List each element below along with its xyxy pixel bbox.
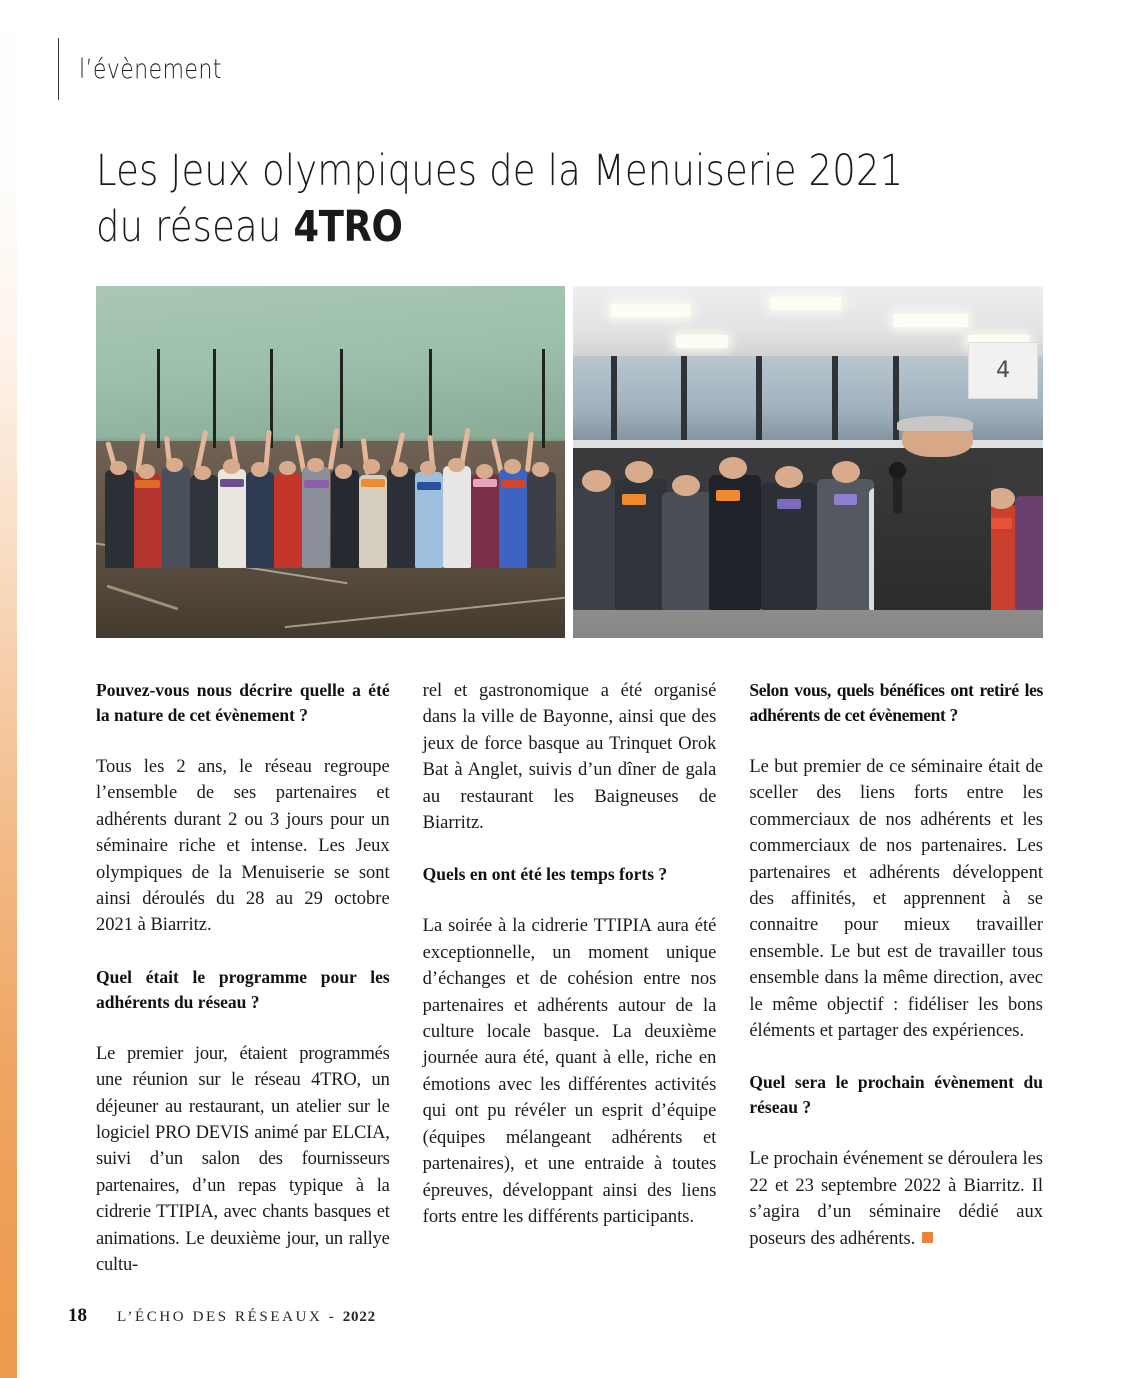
neck-scarf [716,490,740,501]
person-head [476,464,493,479]
question-heading: Quels en ont été les temps forts ? [422,864,668,885]
question-heading: Pouvez-vous nous décrire quelle a été la nature de cet évènement ? [96,680,390,725]
raised-arm [327,428,339,470]
audience-head [832,461,860,483]
neck-scarf [501,480,525,488]
microphone [893,474,902,514]
brand-panel: 4 [968,342,1039,398]
crowd [96,406,565,568]
person-head [251,462,268,477]
article-column-2 [423,678,717,1279]
person-head [223,459,240,474]
answer-paragraph: Le but premier de ce séminaire était de sceller des liens forts entre les commerciaux de nos adhérents et les commerciaux de nos partenaires. Les partenaires et adhérents développent des affinités, et apprennent à se connaitre pour mieux travailler ensemble. Le but est de travailler tous ensemble dans la même direction, avec le même objectif : fidéliser les bons éléments et partager des expériences. [749,757,1044,1042]
neck-scarf [135,480,159,488]
person-head [532,462,549,477]
rubric-label: l’évènement [79,53,222,85]
person [331,470,359,567]
person [527,472,555,568]
person-head [335,464,352,479]
ceiling-light [611,304,691,317]
article-column-3 [749,678,1043,1279]
neck-scarf [834,494,858,505]
rubric [58,38,253,100]
person-head [279,461,296,476]
person [105,470,133,567]
answer-paragraph: rel et gastronomique a été organisé dans la ville de Bayonne, ainsi que des jeux de force basque au Trinquet Orok Bat à Anglet, suivis d’un dîner de gala au restaurant les Baigneuses de Biarritz. [422,681,717,834]
person [387,469,415,568]
question-heading: Quel sera le prochain évènement du réseau ? [749,1072,1044,1118]
person-head [110,461,127,476]
article-column-1 [96,678,390,1279]
audience-head [582,470,610,492]
rubric-divider [58,38,59,100]
page-title-line-1: Les Jeux olympiques de la Menuiserie 2021 [96,146,904,196]
person-head [504,459,521,474]
person [162,467,190,567]
publication-title [117,1309,376,1326]
audience-head [775,466,803,488]
neck-scarf [989,518,1013,529]
audience-head [719,457,747,479]
page-title [96,143,996,255]
group-photo-fronton [96,286,565,638]
audience-head [672,475,700,497]
answer-paragraph: La soirée à la cidrerie TTIPIA aura été exceptionnelle, un moment unique d’échanges et de cohésion entre nos partenaires et adhérents autour de la culture locale basque. La deuxième journée aura été, quant à elle, riche en émotions avec les différentes activités qui ont pu révéler un esprit d’équipe (équipes mélangeant adhérents et partenaires), et une entraide à toutes épreuves, développant ainsi des liens forts entre les différents participants. [422,916,717,1227]
person [274,474,302,568]
photo-row [96,286,1043,638]
question-heading: Quel était le programme pour les adhérents du réseau ? [96,966,390,1012]
page-title-prefix: du réseau [96,202,294,252]
answer-paragraph [749,1146,1043,1252]
person-head [166,458,183,473]
article-body [96,678,1043,1279]
audience-head [625,461,653,483]
page-footer [68,1305,376,1327]
answer-text: Le prochain événement se déroulera les 22 et 23 septembre 2022 à Biarritz. Il s’agira d’un séminaire dédié aux poseurs des adhérents. [749,1149,1044,1249]
person [359,475,387,567]
answer-paragraph: Le premier jour, étaient programmés une réunion sur le réseau 4TRO, un déjeuner au restaurant, un atelier sur le logiciel PRO DEVIS animé par ELCIA, suivi d’un salon des fournisseurs partenaires, d’un repas typique à la cidrerie TTIPIA, avec chants basques et animations. Le deuxième jour, un rallye cultu- [96,1043,390,1276]
left-accent-strip [0,0,17,1378]
person-head [138,464,155,479]
person-head [363,459,380,474]
page-title-line-2 [96,199,870,255]
ceiling-light [676,335,728,348]
person [443,466,471,568]
audience [573,392,1043,610]
person-head [448,458,465,473]
ceiling-light [770,297,841,310]
conference-photo-speaker [573,286,1043,638]
neck-scarf [417,482,441,490]
neck-scarf [777,499,801,510]
person [246,472,274,568]
page-number: 18 [68,1305,87,1326]
neck-scarf [473,479,497,487]
person [471,474,499,568]
question-heading: Selon vous, quels bénéfices ont retiré les adhérents de cet évènement ? [749,680,1044,725]
answer-paragraph: Tous les 2 ans, le réseau regroupe l’ensemble de ses partenaires et adhérents durant 2 ou 3 jours pour un séminaire riche et intense. Les Jeux olympiques de la Menuiserie se sont ainsi déroulés du 28 au 29 octobre 2021 à Biarritz. [96,757,390,936]
publication-year: 2022 [342,1309,376,1325]
brand-name: 4TRO [293,202,403,252]
ceiling-light [893,314,968,327]
audience-member [1015,496,1043,609]
speaker-hair [897,416,972,431]
neck-scarf [304,480,328,488]
end-mark [922,1232,933,1243]
publication-name: L’ÉCHO DES RÉSEAUX - [117,1309,343,1325]
neck-scarf [220,479,244,487]
person-head [307,458,324,473]
person [190,475,218,567]
neck-scarf [622,494,646,505]
audience-member [662,492,714,610]
neck-scarf [361,479,385,487]
